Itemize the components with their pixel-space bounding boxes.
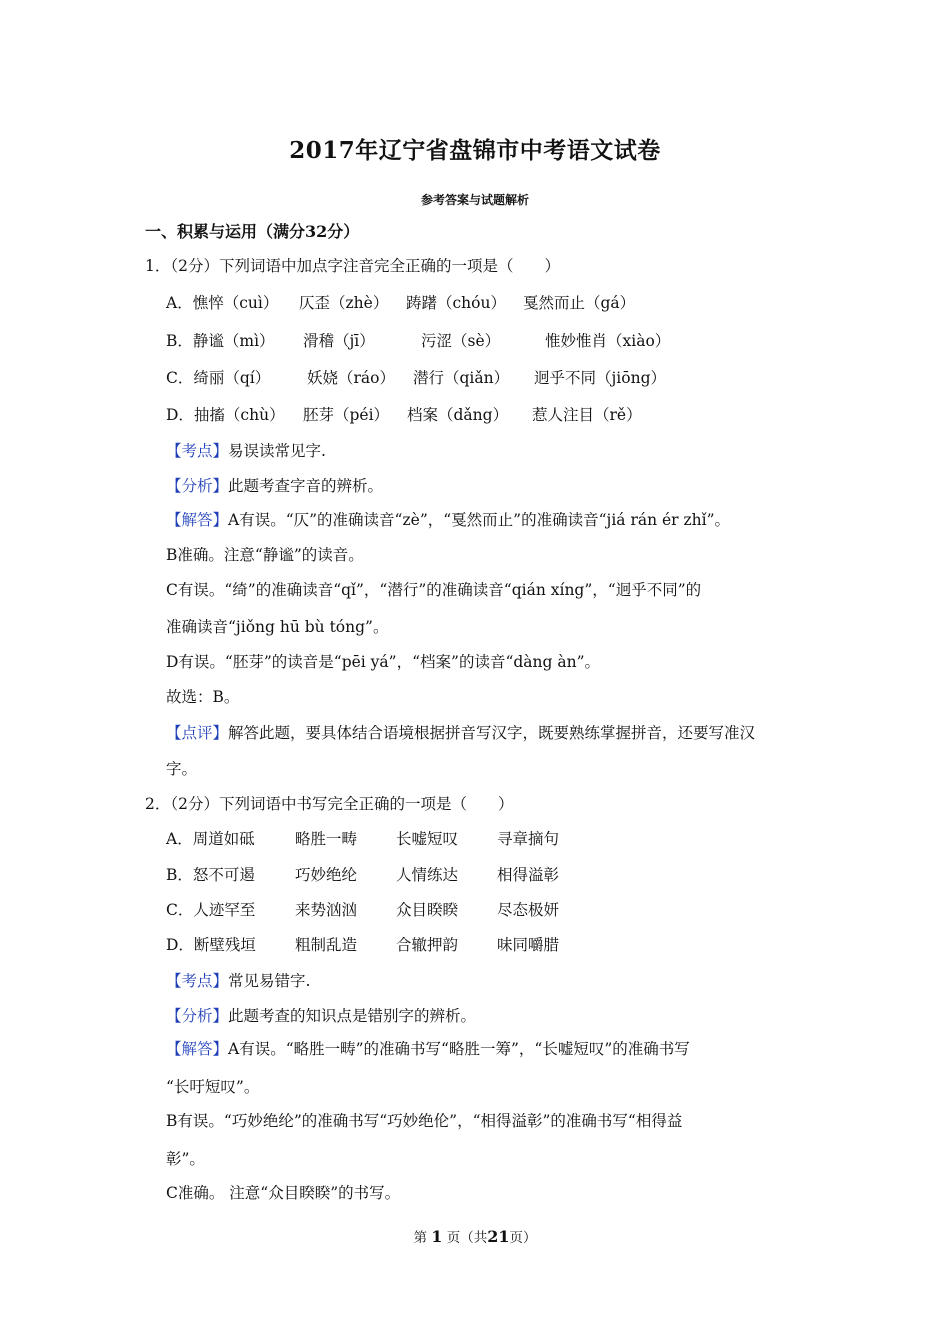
jieda-line: C准确。 注意“众目睽睽”的书写。 (166, 1184, 401, 1202)
footer-page-number: 1 (431, 1227, 443, 1246)
question-2-option-c (166, 899, 559, 921)
option-a-term-4: 寻章摘句 (497, 830, 560, 848)
option-a-term-3: 长嘘短叹 (396, 830, 459, 848)
option-c-term-2: 妖娆（ráo） (307, 369, 395, 387)
option-d-term-4: 惹人注目（rě） (532, 406, 642, 424)
option-a-term-2: 仄歪（zhè） (299, 294, 389, 312)
option-c-term-4: 迥乎不同（jiōng） (534, 369, 667, 387)
question-1-option-c (166, 367, 666, 389)
document-subtitle: 参考答案与试题解析 (420, 193, 529, 207)
question-2-option-d (166, 934, 559, 956)
option-a-term-4: 戛然而止（gá） (523, 294, 636, 312)
option-c-term-4: 尽态极妍 (497, 901, 560, 919)
jieda-line: B有误。“巧妙绝纶”的准确书写“巧妙绝伦”，“相得溢彰”的准确书写“相得益 (166, 1112, 683, 1130)
dianping-text: 解答此题，要具体结合语境根据拼音写汉字，既要熟练掌握拼音，还要写准汉 (228, 724, 756, 742)
question-2-stem: 2．（2分）下列词语中书写完全正确的一项是（ ） (145, 795, 514, 813)
document-title: 2017年辽宁省盘锦市中考语文试卷 (289, 137, 661, 164)
option-d-term-1: D．抽搐（chù） (166, 406, 285, 424)
kaodian-text: 易误读常见字. (228, 442, 326, 460)
option-b-term-2: 巧妙绝纶 (295, 866, 358, 884)
option-b-term-2: 滑稽（jī） (303, 332, 375, 350)
option-d-term-3: 合辙押韵 (396, 936, 459, 954)
section-heading: 一、积累与运用（满分32分） (145, 222, 360, 241)
option-b-term-3: 污涩（sè） (421, 332, 501, 350)
option-d-term-2: 胚芽（péi） (303, 406, 390, 424)
option-b-term-1: B．静谧（mì） (166, 332, 275, 350)
option-a-term-1: A．憔悴（cuì） (166, 294, 279, 312)
question-2-fenxi (166, 1005, 476, 1027)
jieda-answer: 故选：B。 (166, 688, 240, 706)
jieda-line: C有误。“绮”的准确读音“qǐ”，“潜行”的准确读音“qián xíng”，“迥乎不同”的 (166, 581, 702, 599)
option-a-term-2: 略胜一畴 (295, 830, 358, 848)
question-2-jieda (166, 1038, 690, 1060)
option-b-term-4: 惟妙惟肖（xiào） (545, 332, 671, 350)
fenxi-tag: 【分析】 (166, 477, 229, 495)
fenxi-text: 此题考查的知识点是错别字的辨析。 (228, 1007, 477, 1025)
footer-middle: 页（共 (446, 1230, 488, 1246)
dianping-tag: 【点评】 (166, 724, 229, 742)
jieda-line: A有误。“仄”的准确读音“zè”，“戛然而止”的准确读音“jiá rán ér zhǐ”。 (228, 511, 731, 529)
jieda-line: 准确读音“jiǒng hū bù tóng”。 (166, 618, 389, 636)
option-b-term-4: 相得溢彰 (497, 866, 560, 884)
option-a-term-3: 踌躇（chóu） (406, 294, 506, 312)
jieda-tag: 【解答】 (166, 1040, 229, 1058)
option-c-term-1: C．人迹罕至 (166, 901, 256, 919)
question-1-stem: 1．（2分）下列词语中加点字注音完全正确的一项是（ ） (145, 257, 560, 275)
option-c-term-3: 众目睽睽 (396, 901, 459, 919)
question-1-dianping (166, 722, 755, 744)
question-1-option-b (166, 330, 670, 352)
jieda-line: B准确。注意“静谧”的读音。 (166, 546, 364, 564)
page-footer (0, 1226, 950, 1246)
question-1-option-a (166, 292, 635, 314)
question-2-option-a (166, 828, 559, 850)
option-a-term-1: A．周道如砥 (166, 830, 255, 848)
question-1-kaodian (166, 440, 326, 462)
option-b-term-1: B．怒不可遏 (166, 866, 255, 884)
option-d-term-2: 粗制乱造 (295, 936, 358, 954)
question-2-option-b (166, 864, 559, 886)
jieda-line: A有误。“略胜一畴”的准确书写“略胜一筹”，“长嘘短叹”的准确书写 (228, 1040, 690, 1058)
footer-suffix: 页） (509, 1230, 537, 1246)
fenxi-text: 此题考查字音的辨析。 (228, 477, 384, 495)
question-1-jieda (166, 509, 730, 531)
option-b-term-3: 人情练达 (396, 866, 459, 884)
footer-total-pages: 21 (487, 1227, 510, 1246)
question-1-fenxi (166, 475, 383, 497)
option-c-term-1: C．绮丽（qí） (166, 369, 271, 387)
jieda-tag: 【解答】 (166, 511, 229, 529)
fenxi-tag: 【分析】 (166, 1007, 229, 1025)
kaodian-text: 常见易错字. (228, 972, 311, 990)
kaodian-tag: 【考点】 (166, 972, 229, 990)
question-2-kaodian (166, 970, 310, 992)
dianping-text: 字。 (166, 760, 198, 778)
option-d-term-4: 味同嚼腊 (497, 936, 560, 954)
jieda-line: 彰”。 (166, 1150, 205, 1168)
jieda-line: “长吁短叹”。 (166, 1078, 260, 1096)
option-c-term-2: 来势汹汹 (295, 901, 358, 919)
option-d-term-1: D．断壁残垣 (166, 936, 256, 954)
option-c-term-3: 潜行（qiǎn） (413, 369, 510, 387)
option-d-term-3: 档案（dǎng） (407, 406, 509, 424)
kaodian-tag: 【考点】 (166, 442, 229, 460)
jieda-line: D有误。“胚芽”的读音是“pēi yá”，“档案”的读音“dàng àn”。 (166, 653, 601, 671)
question-1-option-d (166, 404, 642, 426)
footer-prefix: 第 (413, 1230, 427, 1246)
